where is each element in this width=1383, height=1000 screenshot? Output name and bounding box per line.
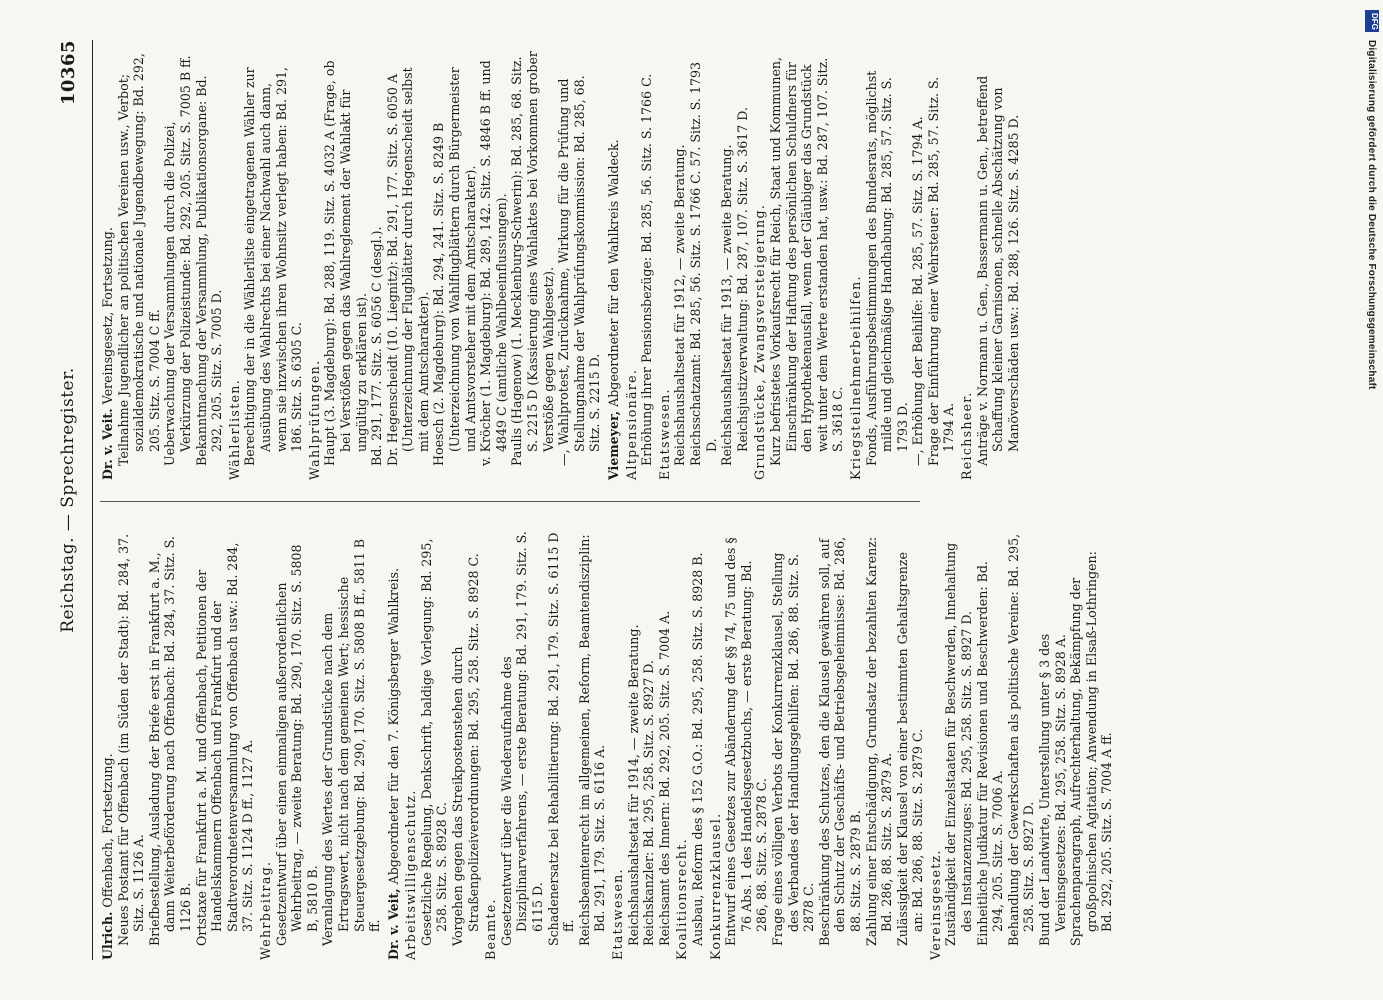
topic-heading: Wählerlisten. bbox=[226, 378, 242, 480]
left-column bbox=[100, 530, 1117, 960]
index-line: Schadenersatz bei Rehabilitierung: Bd. 291, 179. Sitz. S. 6115 D ff. bbox=[545, 532, 577, 946]
index-line: Entwurf eines Gesetzes zur Abänderung der §§ 74, 75 und des § 76 Abs. 1 des Handelsgesetzbuchs, — erste Beratung: Bd. 286, 88. Sitz. S. 2878 C. bbox=[723, 537, 770, 946]
topic-heading: Koalitionsrecht. bbox=[674, 838, 690, 960]
index-line: Frage der Einführung einer Wehrsteuer: Bd. 285, 57. Sitz. S. 1794 A. bbox=[925, 76, 957, 466]
index-line: v. Kröcher (1. Magdeburg): Bd. 289, 142. Sitz. S. 4846 B ff. und 4849 C (amtliche Wahlbeeinflussungen). bbox=[478, 60, 509, 466]
topic-heading: Reichsheer. bbox=[959, 391, 975, 480]
index-line: Behandlung der Gewerkschaften als politische Vereine: Bd. 295, 258. Sitz. S. 8927 D. bbox=[1005, 533, 1037, 946]
index-line: Haupt (3. Magdeburg): Bd. 288, 119. Sitz. S. 4032 A (Frage, ob bei Verstößen gegen das Wahlreglement der Wahlakt für ungültig zu erklären ist). bbox=[322, 60, 369, 466]
index-line: Reichsbeamtenrecht im allgemeinen, Reform, Beamtendisziplin: Bd. 291, 179. Sitz. S. 6116 A. bbox=[576, 534, 608, 946]
index-line: Reichsamt des Innern: Bd. 292, 205. Sitz. S. 7004 A. bbox=[656, 610, 672, 946]
index-line: Neues Postamt für Offenbach (im Süden der Stadt): Bd. 284, 37. Sitz. S. 1126 A. bbox=[115, 533, 147, 946]
index-line: Sprachenparagraph, Aufrechterhaltung, Bekämpfung der großpolnischen Agitation; Anwendung in Elsaß-Lothringen: Bd. 292, 205. Sitz. S. 7004 A ff. bbox=[1068, 551, 1115, 946]
index-line: Zulässigkeit der Klausel von einer bestimmten Gehaltsgrenze an: Bd. 286, 88. Sitz. S. 2879 C. bbox=[894, 551, 926, 946]
index-line: Gesetzentwurf über die Wiederaufnahme des Disziplinarverfahrens, — erste Beratung: Bd. 291, 179. Sitz. S. 6115 D. bbox=[498, 531, 546, 946]
index-line: Briefbestellung, Ausladung der Briefe erst in Frankfurt a. M., dann Weiterbeförderung nach Offenbach: Bd. 284, 37. Sitz. S. 1126 B. bbox=[146, 536, 193, 946]
index-line: Veranlagung des Wertes der Grundstücke nach dem Ertragswert, nicht nach dem gemeinen Wert; hessische Steuergesetzgebung: Bd. 290, 170. Sitz. S. 5808 B ff., 5811 B ff. bbox=[320, 538, 383, 946]
right-column bbox=[100, 50, 1023, 480]
index-line: Kurz befristetes Vorkaufsrecht für Reich, Staat und Kommunen, Einschränkung der Haftung des persönlichen Schuldners für den Hypothekenausfall, wenn der Gläubiger das Grundstück weit unter dem Werte erstanden hat, usw.: Bd. 287, 107. Sitz. S. 3618 C. bbox=[767, 56, 846, 466]
index-line: Vorgehen gegen das Streikpostenstehen durch Straßenpolizeiverordnungen: Bd. 295, 258. Sitz. S. 8928 C. bbox=[450, 553, 481, 946]
index-line: Zahlung einer Entschädigung, Grundsatz der bezahlten Karenz: Bd. 286, 88. Sitz. S. 2879 A. bbox=[863, 536, 895, 946]
index-line: Reichshaushaltsetat für 1913, — zweite Beratung. Reichsjustizverwaltung: Bd. 287, 107. Sitz. S. 3617 D. bbox=[719, 107, 750, 466]
dfg-logo: DFG bbox=[1365, 10, 1379, 32]
index-line: Erhöhung ihrer Pensionsbezüge: Bd. 285, 56. Sitz. S. 1766 C. bbox=[639, 73, 655, 466]
topic-heading: Wehrbeitrag. bbox=[257, 860, 273, 960]
speaker-name: Ulrich. bbox=[100, 911, 115, 960]
speaker-topic: Offenbach, Fortsetzung. bbox=[100, 753, 115, 908]
index-line: Frage eines völligen Verbots der Konkurrenzklausel, Stellung des Verbandes der Handlungsgehilfen: Bd. 286, 88. Sitz. S. 2878 C. bbox=[769, 552, 817, 946]
index-line: Hoesch (2. Magdeburg): Bd. 294, 241. Sitz. S. 8249 B (Unterzeichnung von Wahlflugblättern durch Bürgermeister und Amtsvorsteher mit dem Amtscharakter). bbox=[431, 67, 478, 466]
index-line: Gesetzentwurf über einen einmaligen außerordentlichen Wehrbeitrag, — zweite Beratung: Bd. 290, 170. Sitz. S. 5808 B, 5810 B. bbox=[273, 544, 320, 946]
index-line: —, Wahlprotest, Zurücknahme, Wirkung für die Prüfung und Stellungnahme der Wahlprüfungskommission: Bd. 285, 68. Sitz. S. 2215 D. bbox=[556, 75, 603, 466]
index-line: Reichshaushaltsetat für 1912, — zweite Beratung. bbox=[672, 144, 688, 466]
speaker-name: Dr. v. Veit. bbox=[100, 408, 115, 480]
index-line: Beschränkung des Schutzes, den die Klausel gewähren soll, auf den Schutz der Geschäfts- und Betriebsgeheimnisse: Bd. 286, 88. Sitz. S. 2879 B. bbox=[816, 536, 863, 946]
index-line: Anträge v. Normann u. Gen., Bassermann u. Gen., betreffend Schaffung kleiner Garnisonen, schnelle Abschätzung von Manöverschäden usw.: Bd. 288, 126. Sitz. S. 4285 D. bbox=[974, 75, 1021, 466]
index-line: Ortstaxe für Frankfurt a. M. und Offenbach, Petitionen der Handelskammern Offenbach und Frankfurt und der Stadtverordnetenversammlung von Offenbach usw.: Bd. 284, 37. Sitz. S. 1124 D ff., 1127 A. bbox=[193, 542, 256, 946]
topic-heading: Wahlprüfungen. bbox=[306, 359, 322, 480]
index-line: Zuständigkeit der Einzelstaaten für Beschwerden, Innehaltung des Instanzenzuges: Bd. 295, 258. Sitz. S. 8927 D. bbox=[943, 542, 975, 946]
digitization-note: Digitalisierung gefördert durch die Deutsche Forschungsgemeinschaft bbox=[1366, 40, 1377, 390]
index-line: Ausbau, Reform des § 152 G.O.: Bd. 295, 258. Sitz. S. 8928 B. bbox=[689, 552, 705, 946]
page-title: Reichstag. — Sprechregister. bbox=[58, 367, 78, 633]
index-line: Paulis (Hagenow) (1. Mecklenburg-Schwerin): Bd. 285, 68. Sitz. S. 2215 D (Kassierung eines Wahlaktes bei Vorkommen grober Verstöße gegen Wahlgesetz). bbox=[509, 51, 556, 466]
index-line: Dr. Hegenscheidt (10. Liegnitz): Bd. 291, 177. Sitz. S. 6050 A (Unterzeichnung der Flugblätter durch Hegenscheidt selbst mit dem Amtscharakter). bbox=[384, 67, 431, 466]
index-line: Teilnahme Jugendlicher an politischen Vereinen usw., Verbot; sozialdemokratische und nationale Jugendbewegung: Bd. 292, 205. Sitz. S. 7004 C ff. bbox=[115, 53, 162, 466]
index-line: Einheitliche Judikatur für Revisionen und Beschwerden: Bd. 294, 205. Sitz. S. 7006 A. bbox=[974, 561, 1006, 946]
topic-heading: Etatswesen. bbox=[656, 388, 672, 480]
speaker-topic: Vereinsgesetz, Fortsetzung. bbox=[100, 227, 115, 405]
speaker-entry-veit-cont bbox=[100, 50, 603, 480]
page-header bbox=[58, 40, 88, 960]
topic-heading: Beamte. bbox=[483, 898, 499, 960]
topic-heading: Vereinsgesetz. bbox=[927, 849, 943, 960]
topic-heading: Kriegsteilnehmerbeihilfen. bbox=[847, 275, 863, 480]
topic-heading: Altpensionäre. bbox=[623, 368, 639, 480]
topic-heading: Arbeitswilligenschutz. bbox=[403, 789, 419, 960]
topic-heading: Etatswesen. bbox=[610, 868, 625, 960]
index-line: Reichshaushaltsetat für 1914, — zweite Beratung. bbox=[625, 624, 641, 946]
index-line: Berechtigung der in die Wählerliste eingetragenen Wähler zur Ausübung des Wahlrechts bei einer Nachwahl auch dann, wenn sie inzwischen ihren Wohnsitz verlegt haben: Bd. 291, 186. Sitz. S. 6305 C. bbox=[242, 66, 305, 466]
topic-heading: Konkurrenzklausel. bbox=[707, 812, 723, 960]
speaker-entry-ulrich bbox=[100, 530, 383, 960]
index-line: Bd. 291, 177. Sitz. S. 6056 C (desgl.). bbox=[369, 226, 385, 466]
speaker-topic: Abgeordneter für den 7. Königsberger Wahlkreis. bbox=[385, 568, 401, 885]
index-line: Bund der Landwirte, Unterstellung unter § 3 des Vereinsgesetzes: Bd. 295, 258. Sitz. S. 8928 A. bbox=[1037, 633, 1068, 946]
index-line: Reichsschatzamt: Bd. 285, 56. Sitz. S. 1766 C. 57. Sitz. S. 1793 D. bbox=[687, 62, 719, 466]
speaker-name: Viemeyer, bbox=[606, 410, 621, 480]
speaker-topic: Abgeordneter für den Wahlkreis Waldeck. bbox=[606, 139, 621, 407]
header-rule bbox=[92, 40, 93, 960]
index-line: —, Erhöhung der Beihilfe: Bd. 285, 57. Sitz. S. 1794 A. bbox=[910, 116, 926, 466]
page-number: 10365 bbox=[58, 40, 79, 106]
index-line: Reichskanzler: Bd. 295, 258. Sitz. S. 8927 D. bbox=[641, 660, 657, 946]
column-divider bbox=[100, 501, 920, 502]
speaker-entry-veit bbox=[386, 530, 1115, 960]
speaker-name: Dr. v. Veit, bbox=[385, 888, 401, 960]
topic-heading: Grundstücke, Zwangsversteigerung. bbox=[752, 203, 768, 480]
speaker-entry-viemeyer bbox=[606, 50, 1021, 480]
index-line: Fonds, Ausführungsbestimmungen des Bundesrats, möglichst milde und gleichmäßige Handhabung: Bd. 285, 57. Sitz. S. 1793 D. bbox=[863, 70, 910, 466]
index-line: Ueberwachung der Versammlungen durch die Polizei, Verkürzung der Polizeistunde: Bd. 292, 205. Sitz. S. 7005 B ff. bbox=[162, 55, 193, 466]
index-line: Gesetzliche Regelung, Denkschrift, baldige Vorlegung: Bd. 295, 258. Sitz. S. 8928 C. bbox=[418, 538, 450, 946]
index-line: Bekanntmachung der Versammlung, Publikationsorgane: Bd. 292, 205. Sitz. S. 7005 D. bbox=[193, 75, 225, 466]
